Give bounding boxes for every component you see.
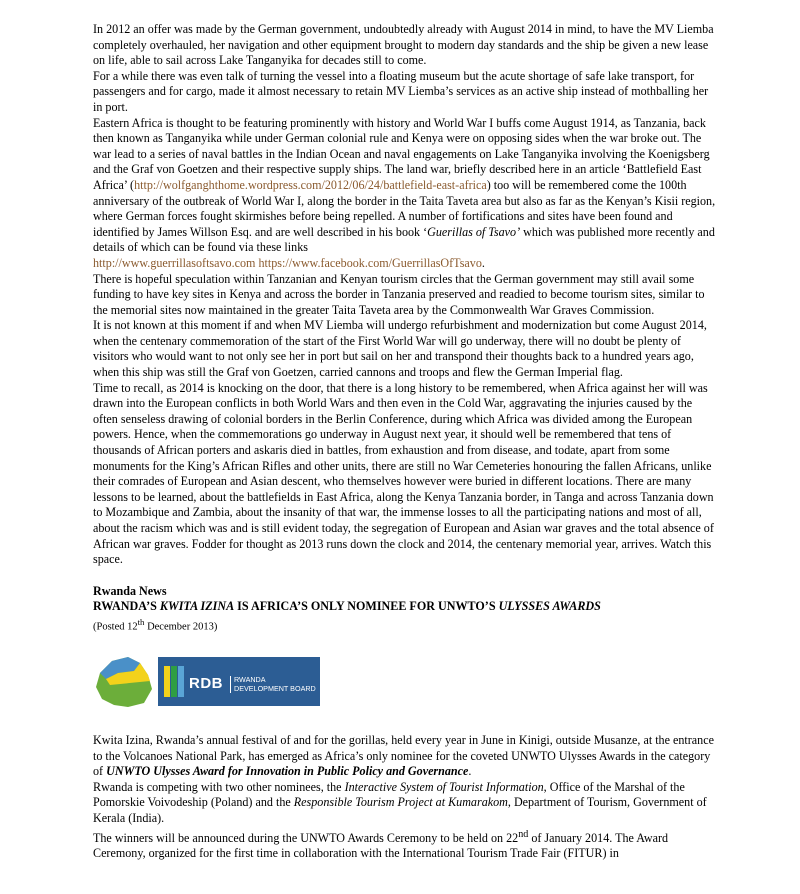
guerrillas-of-tsavo-facebook-link[interactable]: https://www.facebook.com/GuerrillasOfTsavo — [258, 255, 482, 270]
paragraph-awards-ceremony — [93, 827, 718, 862]
posted-segment: December 2013) — [144, 621, 218, 633]
paragraph-refurbishment: It is not known at this moment if and when MV Liemba will undergo refurbishment and modernization but come August 2014, when the centenary commemoration of the start of the First World War will go underway, there will no doubt be plenty of visitors who would want to not only see her in port but sail on her and transpond their thoughts back to a hundred years ago, when this ship was still the Graf von Goetzen, carried cannons and troops and flew the German Imperial flag. — [93, 318, 707, 380]
rwanda-map-icon — [90, 651, 158, 711]
nominee-name: Interactive System of Tourist Information — [344, 779, 544, 794]
book-title: Guerillas of Tsavo’ — [427, 224, 521, 239]
paragraph-liemba-overhaul: In 2012 an offer was made by the German government, undoubtedly already with August 2014 in mind, to have the MV Liemba completely overhauled, her navigation and other equipment brought to modern day standards and the ship be given a new lease on life, able to sail across Lake Tanganyika for decades still to come. — [93, 22, 714, 68]
text-segment: which was published more recently and details of which can be found via these links — [93, 224, 715, 255]
text-segment: Rwanda is competing with two other nominees, the — [93, 779, 345, 794]
posted-superscript: th — [137, 616, 145, 627]
title-italic: ULYSSES AWARDS — [498, 599, 601, 614]
posted-segment: (Posted 12 — [93, 621, 138, 633]
text-segment: , Office of the Marshal of the Pomorskie Voivodeship (Poland) and the — [93, 779, 685, 810]
text-segment: of January 2014. The Award Ceremony, organized for the first time in collaboration with the International Tourism Trade Fair (FITUR) in — [93, 830, 669, 861]
guerrillas-of-tsavo-website-link[interactable]: http://www.guerrillasoftsavo.com — [93, 255, 256, 270]
title-segment: IS AFRICA’S ONLY NOMINEE FOR UNWTO’S — [234, 599, 499, 614]
paragraph-funding-speculation: There is hopeful speculation within Tanzanian and Kenyan tourism circles that the German government may still avail some funding to have key sites in Kenya and across the border in Tanzania preserved and readied to become tourism sites, similar to the memorial sites now maintained in the greater Taita Taveta area by the Commonwealth War Graves Commission. — [93, 271, 705, 317]
paragraph-eastern-africa-history — [93, 116, 718, 272]
rdb-subtitle-line: DEVELOPMENT BOARD — [234, 683, 316, 693]
battlefield-east-africa-link[interactable]: http://wolfganghthome.wordpress.com/2012/06/24/battlefield-east-africa — [134, 177, 487, 192]
document-page — [93, 22, 718, 862]
nominee-name: Responsible Tourism Project at Kumarakom — [293, 795, 508, 810]
text-segment: Eastern Africa is thought to be featuring prominently with history and World War I buffs come August 1914, as Tanzania, back then known as Tanganyika while under German colonial rule and Kenya were on opposing sides when the war broke out. The war lead to a series of naval battles in the Indian Ocean and naval engagements on Lake Tanganyika involving the Koenigsberg and the Graf von Goetzen and their respective supply ships. The land war, briefly described here in an article ‘Battlefield East Africa’ ( — [93, 115, 710, 192]
rdb-subtitle-line: RWANDA — [234, 675, 266, 685]
text-segment: Kwita Izina, Rwanda’s annual festival of and for the gorillas, held every year in June in Kinigi, outside Musanze, at the entrance to the Volcanoes National Park, has emerged as Africa’s only nominee for the coveted UNWTO Ulysses Awards in the category of — [93, 733, 714, 779]
rdb-logo-image — [90, 651, 718, 711]
text-segment: The winners will be announced during the UNWTO Awards Ceremony to be held on 22 — [93, 830, 519, 845]
text-segment: ) too will be remembered come the 100th anniversary of the outbreak of World War I, along the border in the Taita Taveta area but also as far as the Kenyan’s Kisii region, where German forces fought skirmishes before being repelled. A number of fortifications and sites have been found and identified by James Willson Esq. and are well described in his book ‘ — [93, 177, 716, 239]
posted-date — [93, 615, 718, 635]
text-segment: . — [468, 764, 472, 779]
rdb-bar-yellow — [164, 666, 170, 697]
text-segment: . — [481, 255, 485, 270]
text-segment: , Department of Tourism, Government of Kerala (India). — [93, 795, 707, 826]
paragraph-floating-museum: For a while there was even talk of turning the vessel into a floating museum but the acute shortage of safe lake transport, for passengers and for cargo, made it almost necessary to retain MV Liemba’s services as an active ship instead of mothballing her in port. — [93, 68, 709, 114]
section-spacer — [93, 568, 718, 584]
award-name: UNWTO Ulysses Award for Innovation in Public Policy and Governance — [106, 764, 469, 779]
section-heading: Rwanda News — [93, 583, 167, 598]
rdb-banner — [158, 657, 320, 706]
rdb-bar-green — [171, 666, 177, 697]
rdb-bar-blue — [178, 666, 184, 697]
title-segment: RWANDA’S — [93, 599, 160, 614]
rdb-logo-subtitle — [230, 676, 316, 693]
article-title — [93, 599, 718, 615]
paragraph-competing-nominees — [93, 780, 718, 827]
title-italic: KWITA IZINA — [159, 599, 235, 614]
paragraph-time-to-recall: Time to recall, as 2014 is knocking on the door, that there is a long history to be remembered, when Africa against her will was drawn into the European conflicts in both World Wars and then even in the Cold War, aggravating the injuries caused by the often senseless drawing of colonial borders in the Berlin Conference, during which Africa was divided among the European powers. Hence, when the commemorations go underway in August next year, it should well be remembered that tens of thousands of African porters and askaris died in battles, from exhaustion and from disease, and todate, apart from some monuments for the King’s African Rifles and other units, there are still no War Cemeteries honouring the fallen Africans, unlike their comrades of European and Asian descent, who themselves however were buried in different locations. There are many lessons to be learned, about the battlefields in East Africa, along the Kenya Tanzania border, in Tanga and across Tanzania down to Mozambique and Zambia, about the insanity of that war, the immense losses to all the participating nations and most of all, about the racism which was and is still evident today, the segregation of European and Asian war graves and the total absence of African war graves. Fodder for thought as 2013 runs down the clock and 2014, the centenary memorial year, arrives. Watch this space. — [93, 380, 714, 567]
date-superscript: nd — [518, 828, 529, 840]
paragraph-kwita-izina — [93, 733, 718, 780]
rdb-logo-text: RDB — [189, 675, 223, 693]
